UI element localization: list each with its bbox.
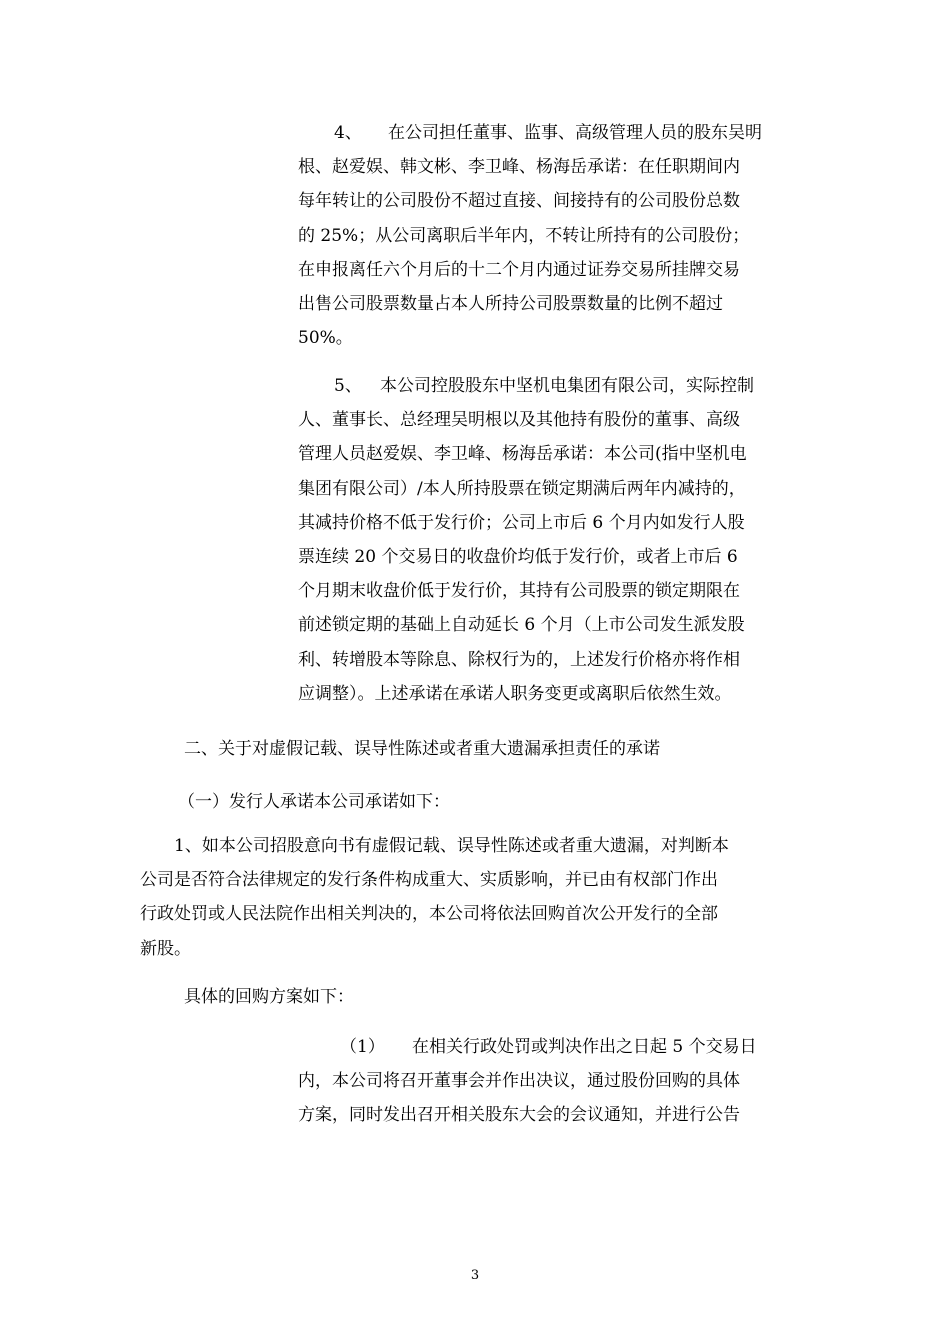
item-text-line: 的 25%；从公司离职后半年内，不转让所持有的公司股份；	[298, 225, 750, 246]
subsection-heading: （一）发行人承诺本公司承诺如下：	[178, 792, 450, 812]
page-number: 3	[470, 1268, 480, 1283]
item-text-line: 50%。	[298, 328, 353, 349]
item-number: 4、	[334, 123, 362, 143]
item-text-line: 在申报离任六个月后的十二个月内通过证券交易所挂牌交易	[298, 259, 740, 280]
paragraph-line: 公司是否符合法律规定的发行条件构成重大、实质影响，并已由有权部门作出	[140, 870, 718, 891]
section-heading: 二、关于对虚假记载、误导性陈述或者重大遗漏承担责任的承诺	[184, 739, 660, 759]
item-number: （1）	[340, 1037, 385, 1057]
item-text-line: 根、赵爱娱、韩文彬、李卫峰、杨海岳承诺：在任职期间内	[298, 157, 740, 178]
item-text-line: 每年转让的公司股份不超过直接、间接持有的公司股份总数	[298, 191, 740, 212]
commitment-item-4	[298, 116, 812, 355]
item-text-line: 方案，同时发出召开相关股东大会的会议通知，并进行公告	[298, 1105, 740, 1126]
commitment-item-5	[298, 369, 812, 711]
item-text-line: 出售公司股票数量占本人所持公司股票数量的比例不超过	[298, 294, 723, 315]
plan-item-1	[298, 1030, 812, 1133]
item-text-line: 应调整）。上述承诺在承诺人职务变更或离职后依然生效。	[298, 683, 732, 704]
item-text-line: 在相关行政处罚或判决作出之日起 5 个交易日	[412, 1037, 757, 1057]
item-text-line: 内，本公司将召开董事会并作出决议，通过股份回购的具体	[298, 1071, 740, 1092]
paragraph-line: 行政处罚或人民法院作出相关判决的，本公司将依法回购首次公开发行的全部	[140, 904, 718, 925]
paragraph-line: 1、如本公司招股意向书有虚假记载、误导性陈述或者重大遗漏，对判断本	[174, 836, 729, 856]
item-text-line: 票连续 20 个交易日的收盘价均低于发行价，或者上市后 6	[298, 547, 738, 568]
item-text-line: 集团有限公司）/本人所持股票在锁定期满后两年内减持的，	[298, 478, 746, 499]
item-text-line: 在公司担任董事、监事、高级管理人员的股东吴明	[388, 123, 762, 143]
item-text-line: 利、转增股本等除息、除权行为的，上述发行价格亦将作相	[298, 649, 740, 670]
item-text-line: 前述锁定期的基础上自动延长 6 个月（上市公司发生派发股	[298, 615, 745, 636]
paragraph-line: 新股。	[140, 938, 191, 959]
item-text-line: 管理人员赵爱娱、李卫峰、杨海岳承诺：本公司(指中坚机电	[298, 444, 747, 465]
item-text-line: 本公司控股股东中坚机电集团有限公司，实际控制	[380, 376, 754, 396]
item-text-line: 其减持价格不低于发行价；公司上市后 6 个月内如发行人股	[298, 512, 745, 533]
item-text-line: 个月期末收盘价低于发行价，其持有公司股票的锁定期限在	[298, 581, 740, 602]
paragraph-1	[140, 829, 812, 966]
item-number: 5、	[334, 376, 362, 396]
item-text-line: 人、董事长、总经理吴明根以及其他持有股份的董事、高级	[298, 410, 740, 431]
plan-intro: 具体的回购方案如下：	[184, 987, 354, 1007]
